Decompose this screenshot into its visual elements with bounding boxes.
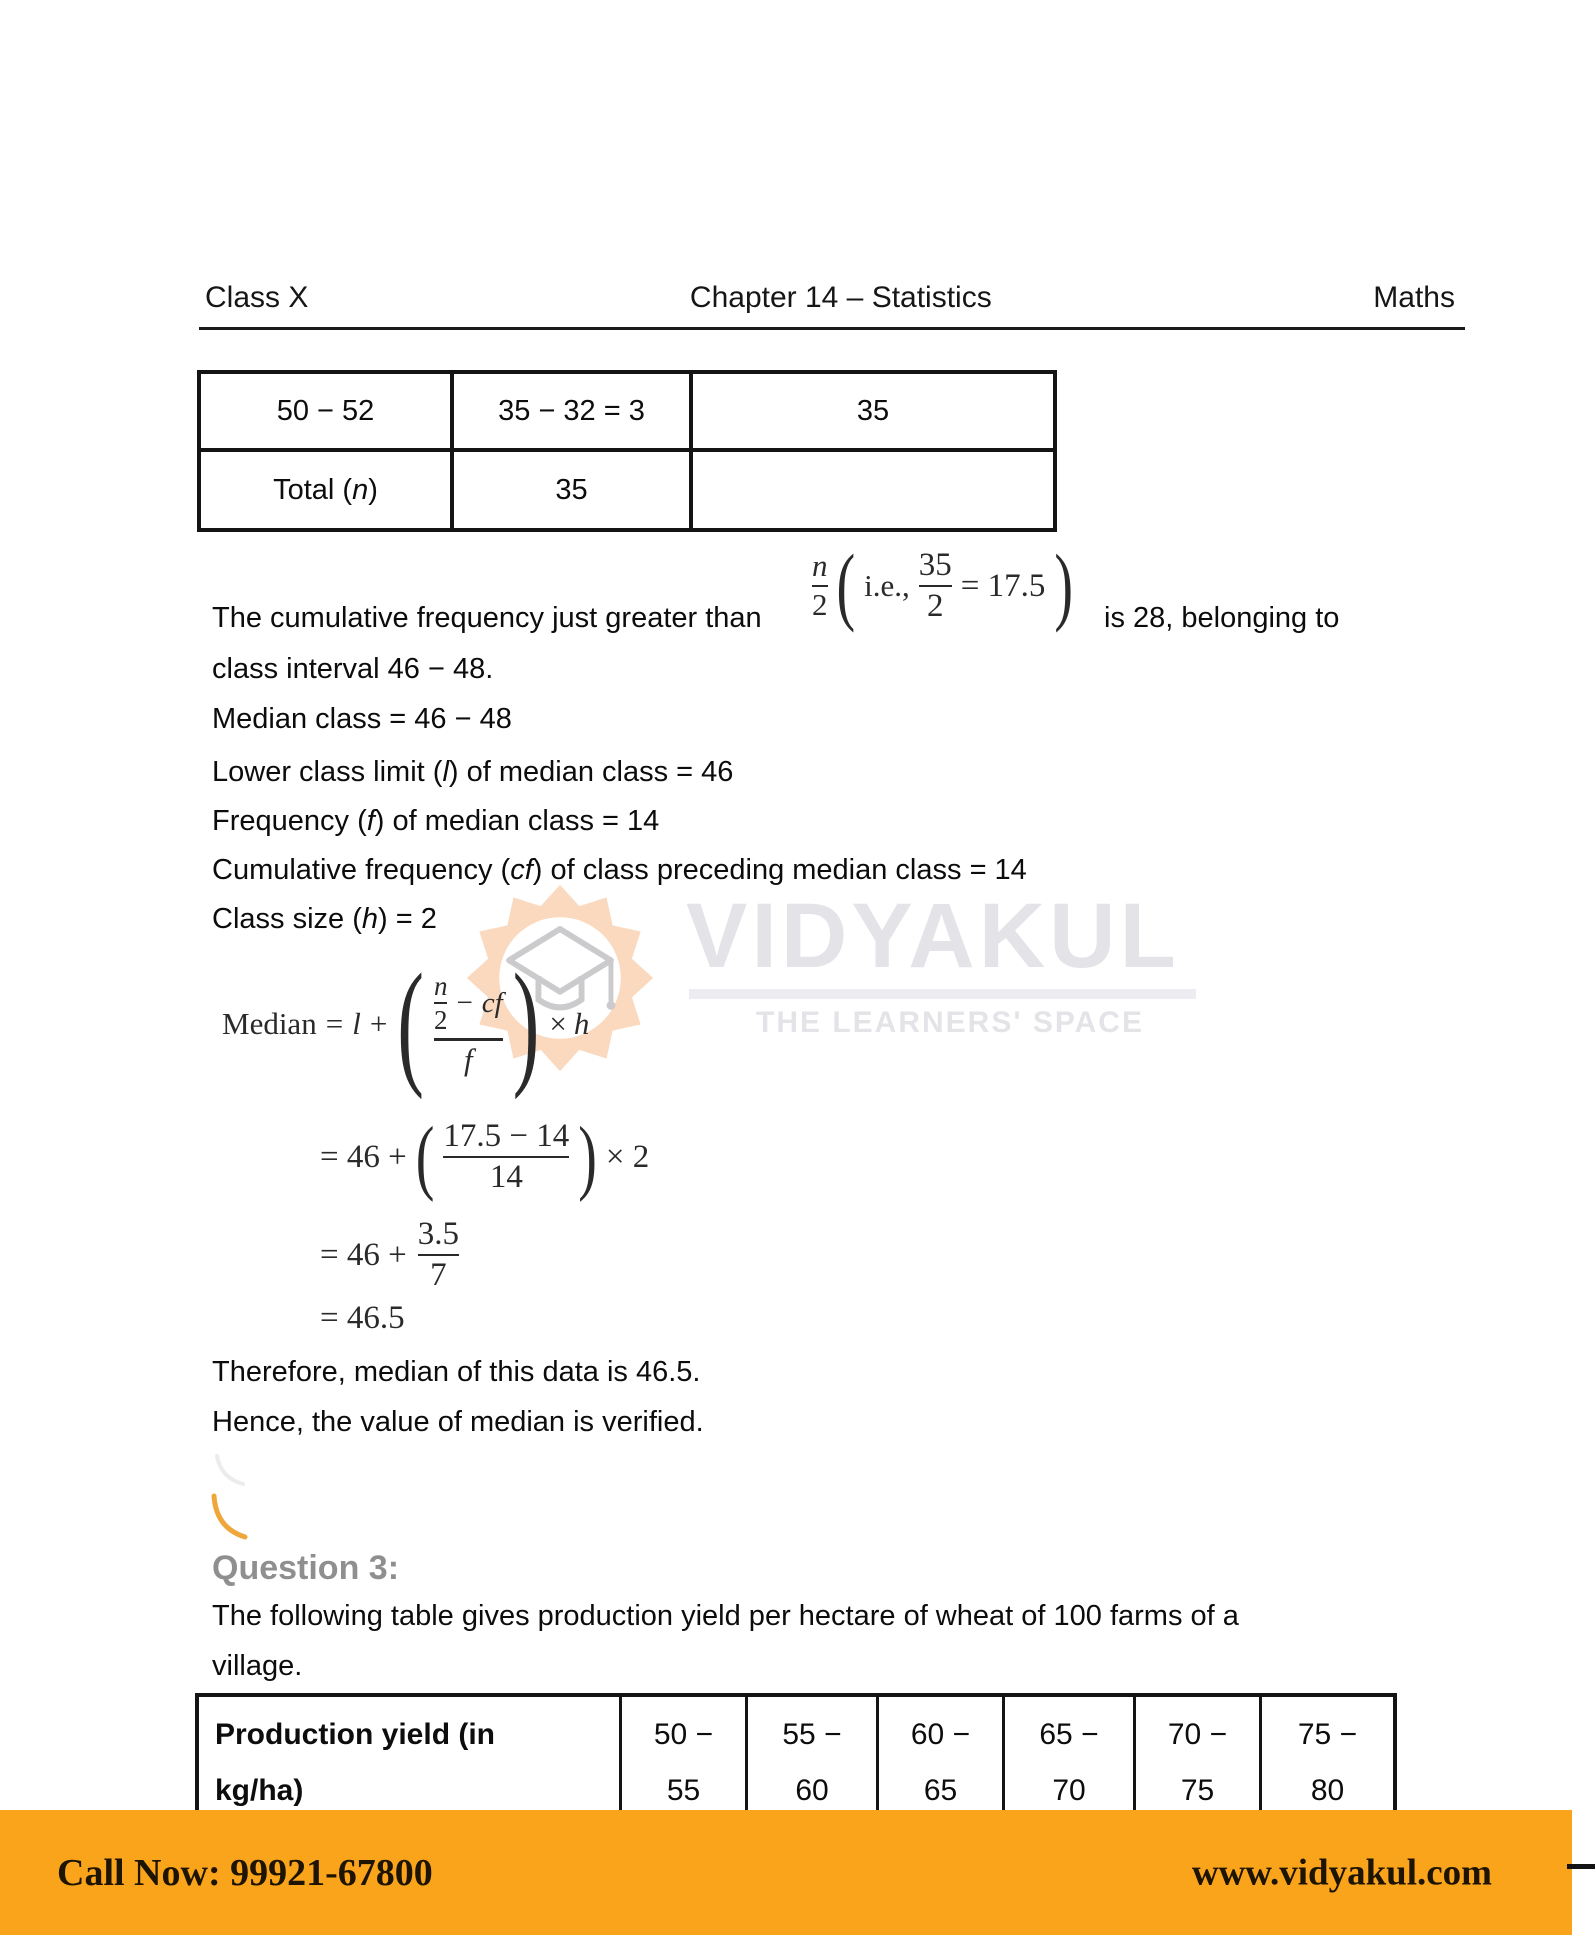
right-paren: ) (578, 1110, 597, 1204)
fraction-n-2: $\frac{n}{2}$ (812, 548, 828, 622)
left-paren: ( (836, 537, 856, 634)
footer-bar (0, 1810, 1572, 1935)
yield-col-cell: 65 − 70 (1005, 1697, 1136, 1814)
formula-step-2: = 46 + ( $\frac{17.5 - 14}{14}$ ) × 2 (320, 1110, 650, 1204)
question-heading: Question 3: (212, 1549, 400, 1587)
ie-label: i.e., (864, 568, 910, 603)
formula-step-4: = 46.5 (320, 1300, 405, 1336)
conclusion-line: Therefore, median of this data is 46.5. (212, 1356, 701, 1388)
right-paren: ) (1054, 537, 1074, 634)
fraction-step2: $\frac{17.5 - 14}{14}$ (443, 1118, 570, 1195)
left-paren: ( (397, 947, 424, 1101)
fraction-step3: $\frac{3.5}{7}$ (417, 1216, 459, 1293)
watermark-tagline: THE LEARNERS' SPACE (756, 1006, 1144, 1039)
yield-table (195, 1693, 1397, 1814)
table-cell-total-label: Total ( n ) (201, 452, 454, 528)
header-class: Class X (205, 281, 309, 314)
table-cell-total-value: 35 (454, 452, 693, 528)
formula-step-3: = 46 + $\frac{3.5}{7}$ (320, 1216, 459, 1293)
fraction-35-2: $\frac{35}{2}$ (918, 547, 952, 624)
result-17-5: = 17.5 (960, 567, 1046, 604)
left-paren: ( (415, 1110, 435, 1204)
summary-table (197, 370, 1057, 532)
stat-line-lower-limit: Lower class limit (l) of median class = 46 (212, 756, 734, 788)
question-text: The following table gives production yield per hectare of wheat of 100 farms of a (212, 1600, 1239, 1632)
paragraph-line: class interval 46 − 48. (212, 653, 494, 685)
fraction-n-2: $\frac{n}{2}$ (433, 970, 448, 1036)
header-chapter: Chapter 14 – Statistics (689, 281, 992, 314)
header-subject: Maths (1373, 281, 1455, 314)
right-paren: ) (512, 947, 540, 1101)
table-cell-empty (693, 452, 1053, 528)
stat-line-frequency: Frequency (f) of median class = 14 (212, 805, 660, 837)
yield-col-cell: 55 − 60 (748, 1697, 879, 1814)
paragraph-line: is 28, belonging to (1104, 602, 1340, 634)
pen-stroke-icon (205, 1492, 251, 1544)
page-header (205, 281, 1455, 315)
footer-phone: Call Now: 99921-67800 (57, 1851, 433, 1894)
header-rule (199, 327, 1465, 330)
yield-col-cell: 60 − 65 (879, 1697, 1005, 1814)
yield-col-cell: 70 − 75 (1136, 1697, 1262, 1814)
table-cell-class-interval: 50 − 52 (201, 374, 454, 452)
page-edge-mark (1567, 1864, 1595, 1869)
inline-math-n-over-2 (812, 534, 1073, 638)
stat-line-cumulative-frequency: Cumulative frequency (cf) of class preceding median class = 14 (212, 854, 1027, 886)
yield-col-cell: 75 − 80 (1297, 1718, 1358, 1807)
footer-site: www.vidyakul.com (1191, 1852, 1492, 1893)
pen-stroke-icon (210, 1452, 248, 1490)
yield-col-cell: 50 − 55 (622, 1697, 748, 1814)
yield-header-cell: Production yield (in kg/ha) (199, 1697, 622, 1814)
fraction-main: $\frac{n}{2}$ − cf f (433, 970, 503, 1077)
stat-line-class-size: Class size (h) = 2 (212, 903, 437, 935)
paragraph-line: The cumulative frequency just greater than (212, 602, 762, 634)
median-formula: Median = l + ( $\frac{n}{2}$ − cf f ) × h (222, 947, 590, 1101)
table-cell-frequency: 35 − 32 = 3 (454, 374, 693, 452)
watermark-brand: VIDYAKUL (686, 885, 1180, 987)
question-text: village. (212, 1650, 303, 1682)
table-cell-cumulative: 35 (693, 374, 1053, 452)
watermark-underline (689, 989, 1196, 999)
stat-line-median-class: Median class = 46 − 48 (212, 703, 512, 735)
conclusion-line: Hence, the value of median is verified. (212, 1406, 704, 1438)
